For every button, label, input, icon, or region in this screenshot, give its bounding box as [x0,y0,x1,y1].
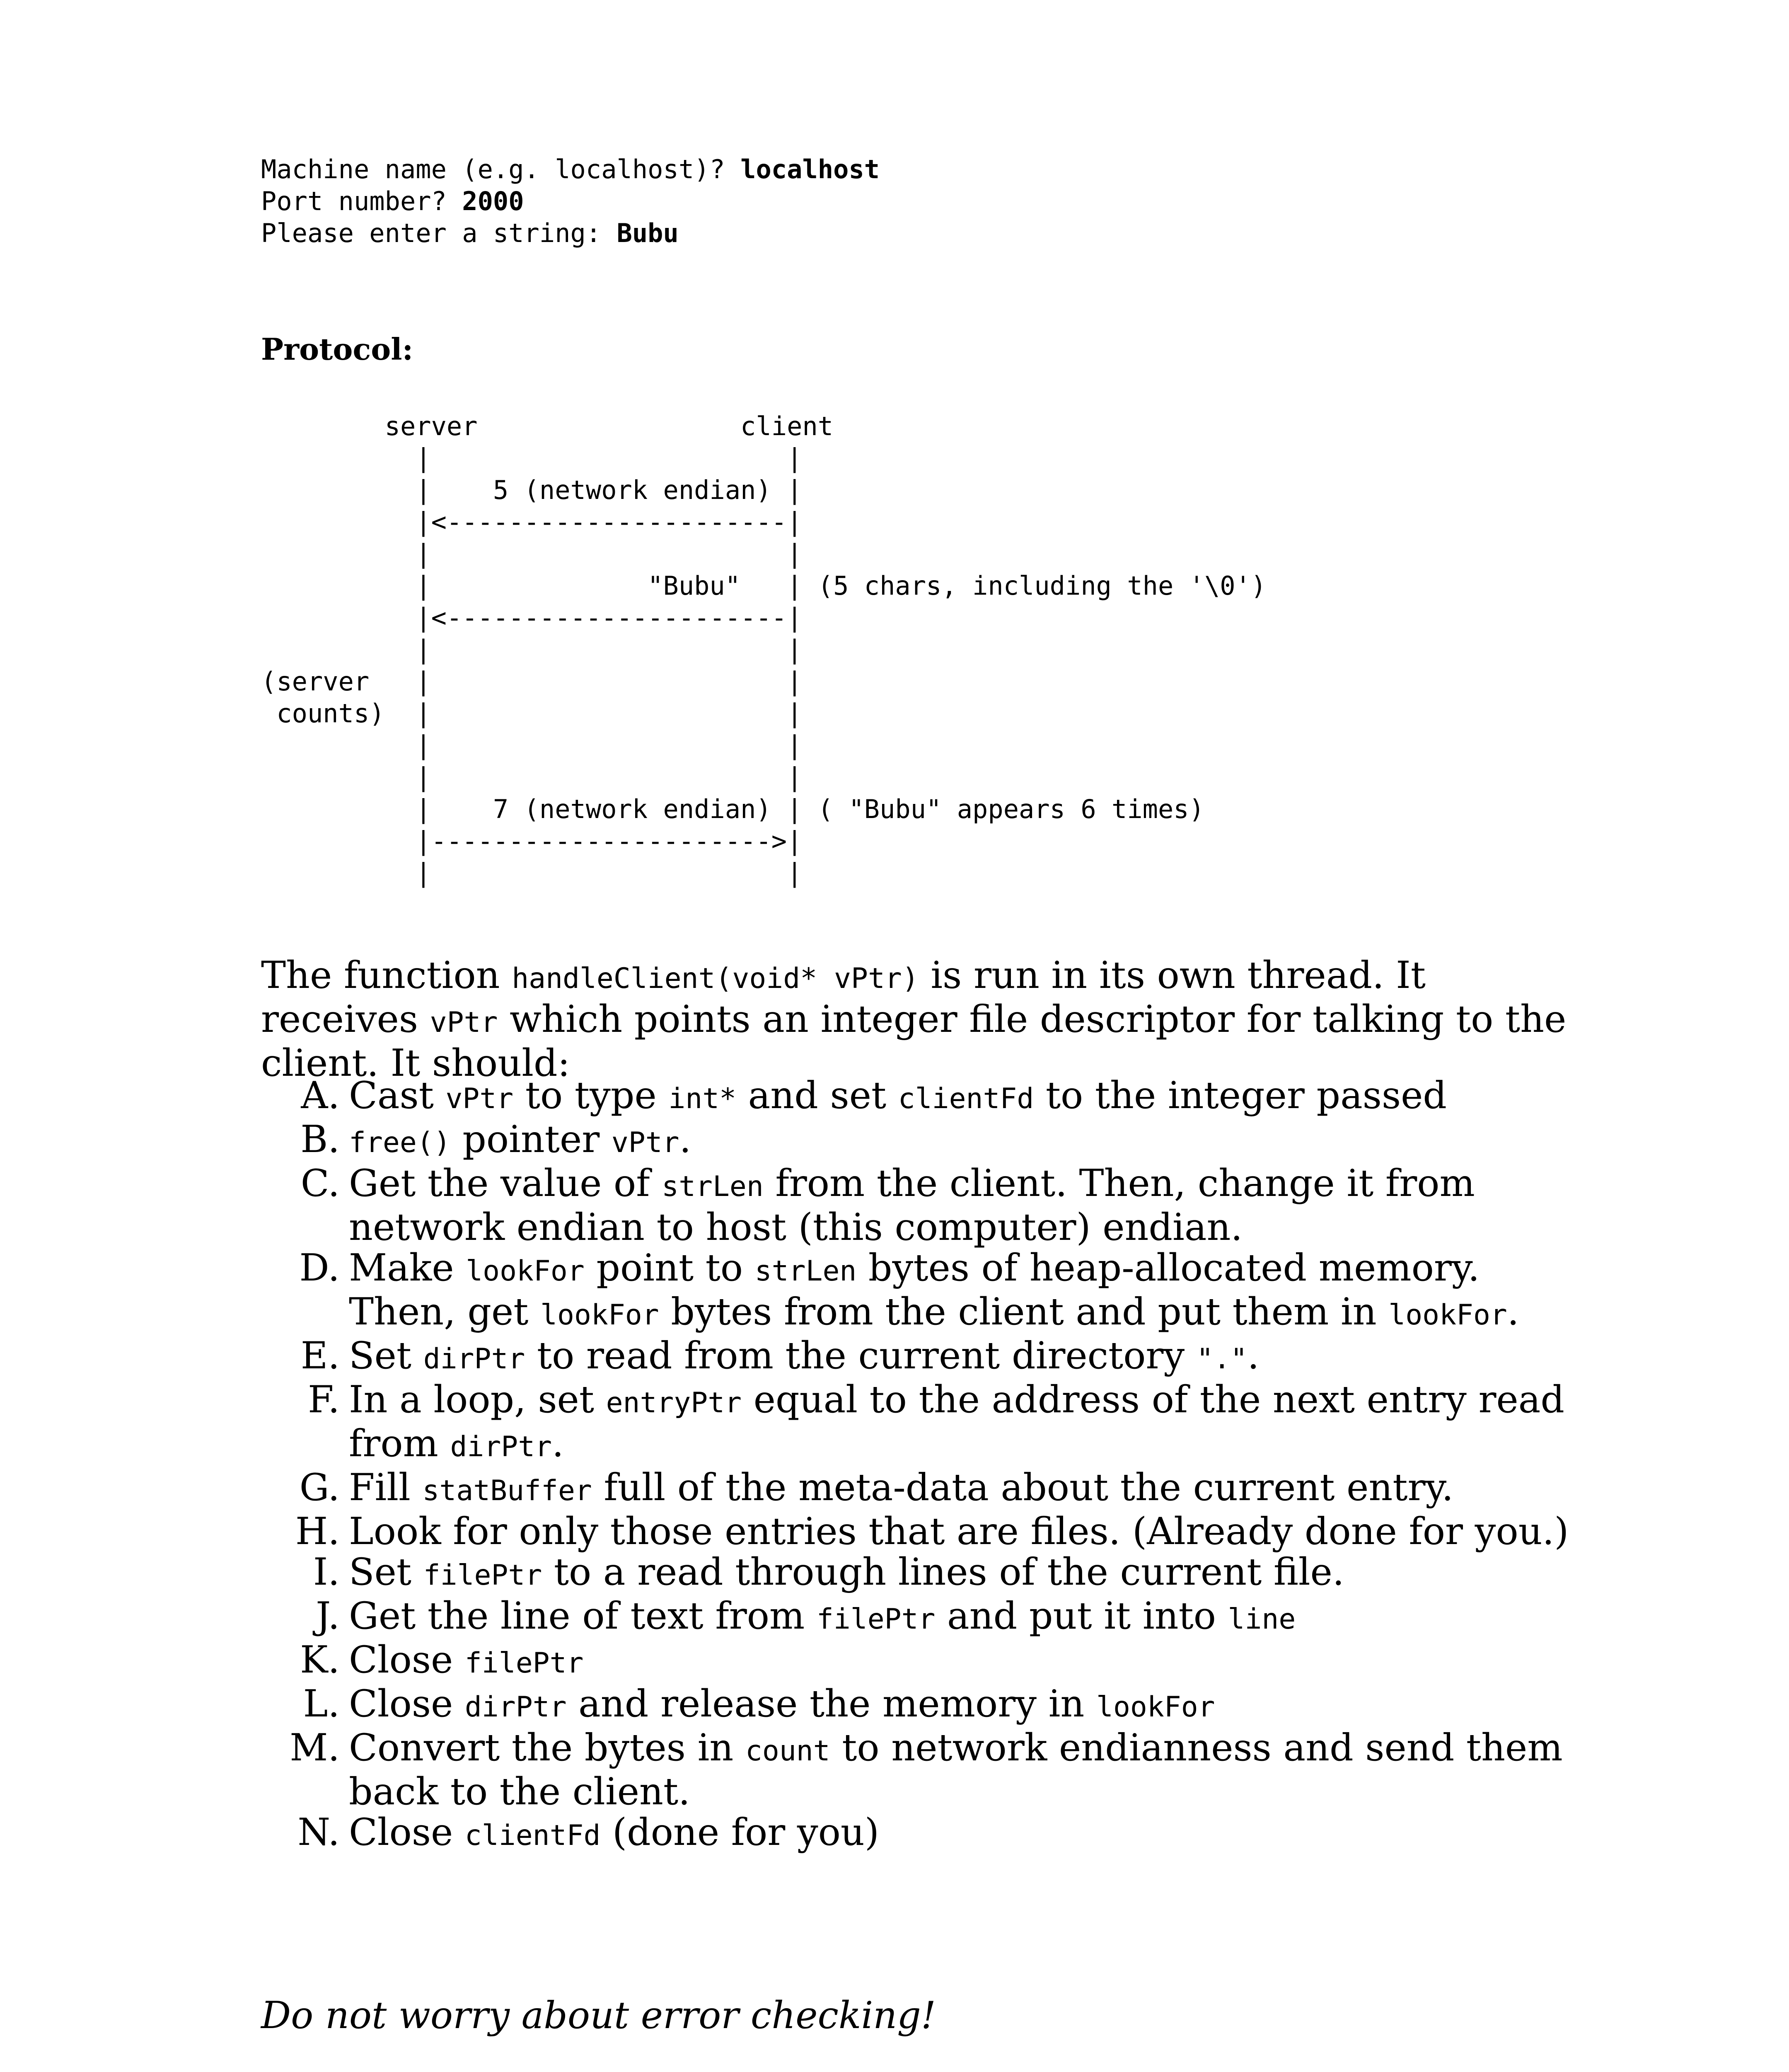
diagram-line: | | [261,539,803,569]
instruction-item [261,1596,1587,1640]
instruction-text: Fill [349,1466,423,1509]
inline-code: "." [1196,1343,1247,1375]
machine-name-input: localhost [740,154,880,184]
instruction-text: Get the value of [349,1162,662,1205]
instruction-marker: C. [300,1162,340,1205]
instruction-marker: N. [297,1811,340,1854]
instruction-marker: A. [301,1074,340,1117]
diagram-line: (server | | [261,666,803,697]
instruction-text: equal to the address of the next entry read from [349,1378,1565,1465]
instruction-text: In a loop, set [349,1378,606,1421]
instruction-item [261,1336,1587,1380]
instruction-marker: G. [299,1466,340,1509]
port-number-input: 2000 [462,186,524,216]
instruction-text: to read from the current directory [525,1334,1197,1377]
intro-code-1: handleClient(void* vPtr) [512,962,919,995]
inline-code: free() [349,1126,451,1159]
inline-code: statBuffer [422,1474,592,1507]
machine-name-prompt: Machine name (e.g. localhost)? [261,154,741,184]
diagram-line: | | [261,858,803,888]
instruction-marker: L. [303,1682,340,1726]
instruction-marker: M. [290,1726,340,1769]
instruction-item [261,1684,1587,1728]
instruction-item [261,1248,1587,1336]
instruction-item [261,1552,1587,1596]
instruction-marker: K. [300,1638,340,1682]
diagram-line: |<----------------------| [261,603,803,633]
instruction-text: and set [736,1074,898,1117]
inline-code: lookFor [540,1299,659,1331]
instruction-text: to network endianness and send them back to the client. [349,1726,1563,1813]
inline-code: dirPtr [450,1431,552,1463]
protocol-title: Protocol: [261,332,413,367]
protocol-diagram [261,410,1266,889]
instruction-marker: D. [299,1246,340,1290]
instruction-text: . [1507,1290,1519,1334]
diagram-line: |<----------------------| [261,507,803,537]
instruction-item [261,1511,1587,1552]
terminal-session [261,153,1587,249]
instruction-text: bytes from the client and put them in [659,1290,1389,1334]
inline-code: strLen [662,1170,764,1203]
instruction-marker: F. [307,1378,340,1421]
inline-code: line [1228,1603,1296,1636]
diagram-line: server client [261,411,834,441]
instruction-text: Look for only those entries that are files. (Already done for you.) [349,1510,1569,1553]
instruction-text: . [679,1118,691,1161]
instruction-item [261,1728,1587,1812]
instruction-item [261,1163,1587,1248]
instruction-text: Make [349,1246,466,1290]
instruction-text: to the integer passed [1034,1074,1447,1117]
diagram-line: | 5 (network endian) | [261,475,803,505]
inline-code: entryPtr [606,1387,742,1419]
instruction-item [261,1812,1587,1856]
instruction-text: Set [349,1334,423,1377]
inline-code: dirPtr [423,1343,525,1375]
exam-page [261,153,1587,2037]
instruction-marker: B. [300,1118,340,1161]
intro-text-1: The function [261,954,512,997]
string-input: Bubu [616,218,679,248]
instruction-item [261,1467,1587,1511]
instruction-text: Set [349,1550,423,1594]
diagram-line: |---------------------->| [261,826,803,856]
inline-code: count [745,1735,830,1767]
diagram-line: | | [261,730,803,760]
instruction-marker: E. [300,1334,340,1377]
instruction-text: . [552,1422,564,1465]
instruction-text: to type [513,1074,669,1117]
instruction-marker: J. [316,1594,340,1638]
instruction-item [261,1640,1587,1684]
instruction-text: Close [349,1682,465,1726]
inline-code: lookFor [1388,1299,1507,1331]
instruction-item [261,1380,1587,1467]
instruction-marker: I. [313,1550,340,1594]
inline-code: strLen [754,1255,857,1288]
inline-code: lookFor [1096,1691,1215,1723]
inline-code: filePtr [423,1559,542,1592]
intro-code-2: vPtr [430,1006,498,1039]
diagram-line: | | [261,762,803,792]
diagram-line: | "Bubu" | (5 chars, including the '\0') [261,571,1267,601]
inline-code: vPtr [445,1082,514,1115]
inline-code: vPtr [611,1126,679,1159]
error-checking-note: Do not worry about error checking! [261,1994,936,2037]
port-number-prompt: Port number? [261,186,462,216]
inline-code: filePtr [464,1647,584,1680]
intro-paragraph [261,955,1587,1084]
inline-code: clientFd [464,1819,601,1852]
instruction-text: . [1247,1334,1260,1377]
intro-text-3: which points an integer file descriptor for talking to the client. It should: [261,997,1567,1085]
instruction-text: (done for you) [600,1811,879,1854]
instruction-item [261,1075,1587,1119]
instruction-text: point to [584,1246,755,1290]
instruction-text: Convert the bytes in [349,1726,745,1769]
instruction-item [261,1119,1587,1163]
diagram-line: counts) | | [261,698,803,729]
instruction-text: and release the memory in [566,1682,1096,1726]
inline-code: filePtr [816,1603,936,1636]
intro-text-2: is run in its own thread. It receives [261,954,1426,1041]
instruction-text: pointer [450,1118,612,1161]
instruction-text: to a read through lines of the current file. [542,1550,1344,1594]
inline-code: dirPtr [464,1691,567,1723]
instruction-text: and put it into [935,1594,1228,1638]
string-prompt: Please enter a string: [261,218,617,248]
diagram-line: | 7 (network endian) | ( "Bubu" appears 6 times) [261,794,1204,824]
instruction-list [261,1075,1587,1856]
instruction-marker: H. [295,1510,340,1553]
instruction-text: from the client. Then, change it from network endian to host (this computer) endian. [349,1162,1475,1249]
diagram-line: | | [261,443,803,473]
inline-code: int* [668,1082,737,1115]
diagram-line: | | [261,634,803,665]
instruction-text: Close [349,1638,465,1682]
instruction-text: Get the line of text from [349,1594,817,1638]
instruction-text: bytes of heap-allocated memory. Then, get [349,1246,1480,1334]
instruction-text: Cast [349,1074,446,1117]
inline-code: clientFd [898,1082,1034,1115]
instruction-text: Close [349,1811,465,1854]
instruction-text: full of the meta-data about the current entry. [592,1466,1454,1509]
inline-code: lookFor [466,1255,585,1288]
